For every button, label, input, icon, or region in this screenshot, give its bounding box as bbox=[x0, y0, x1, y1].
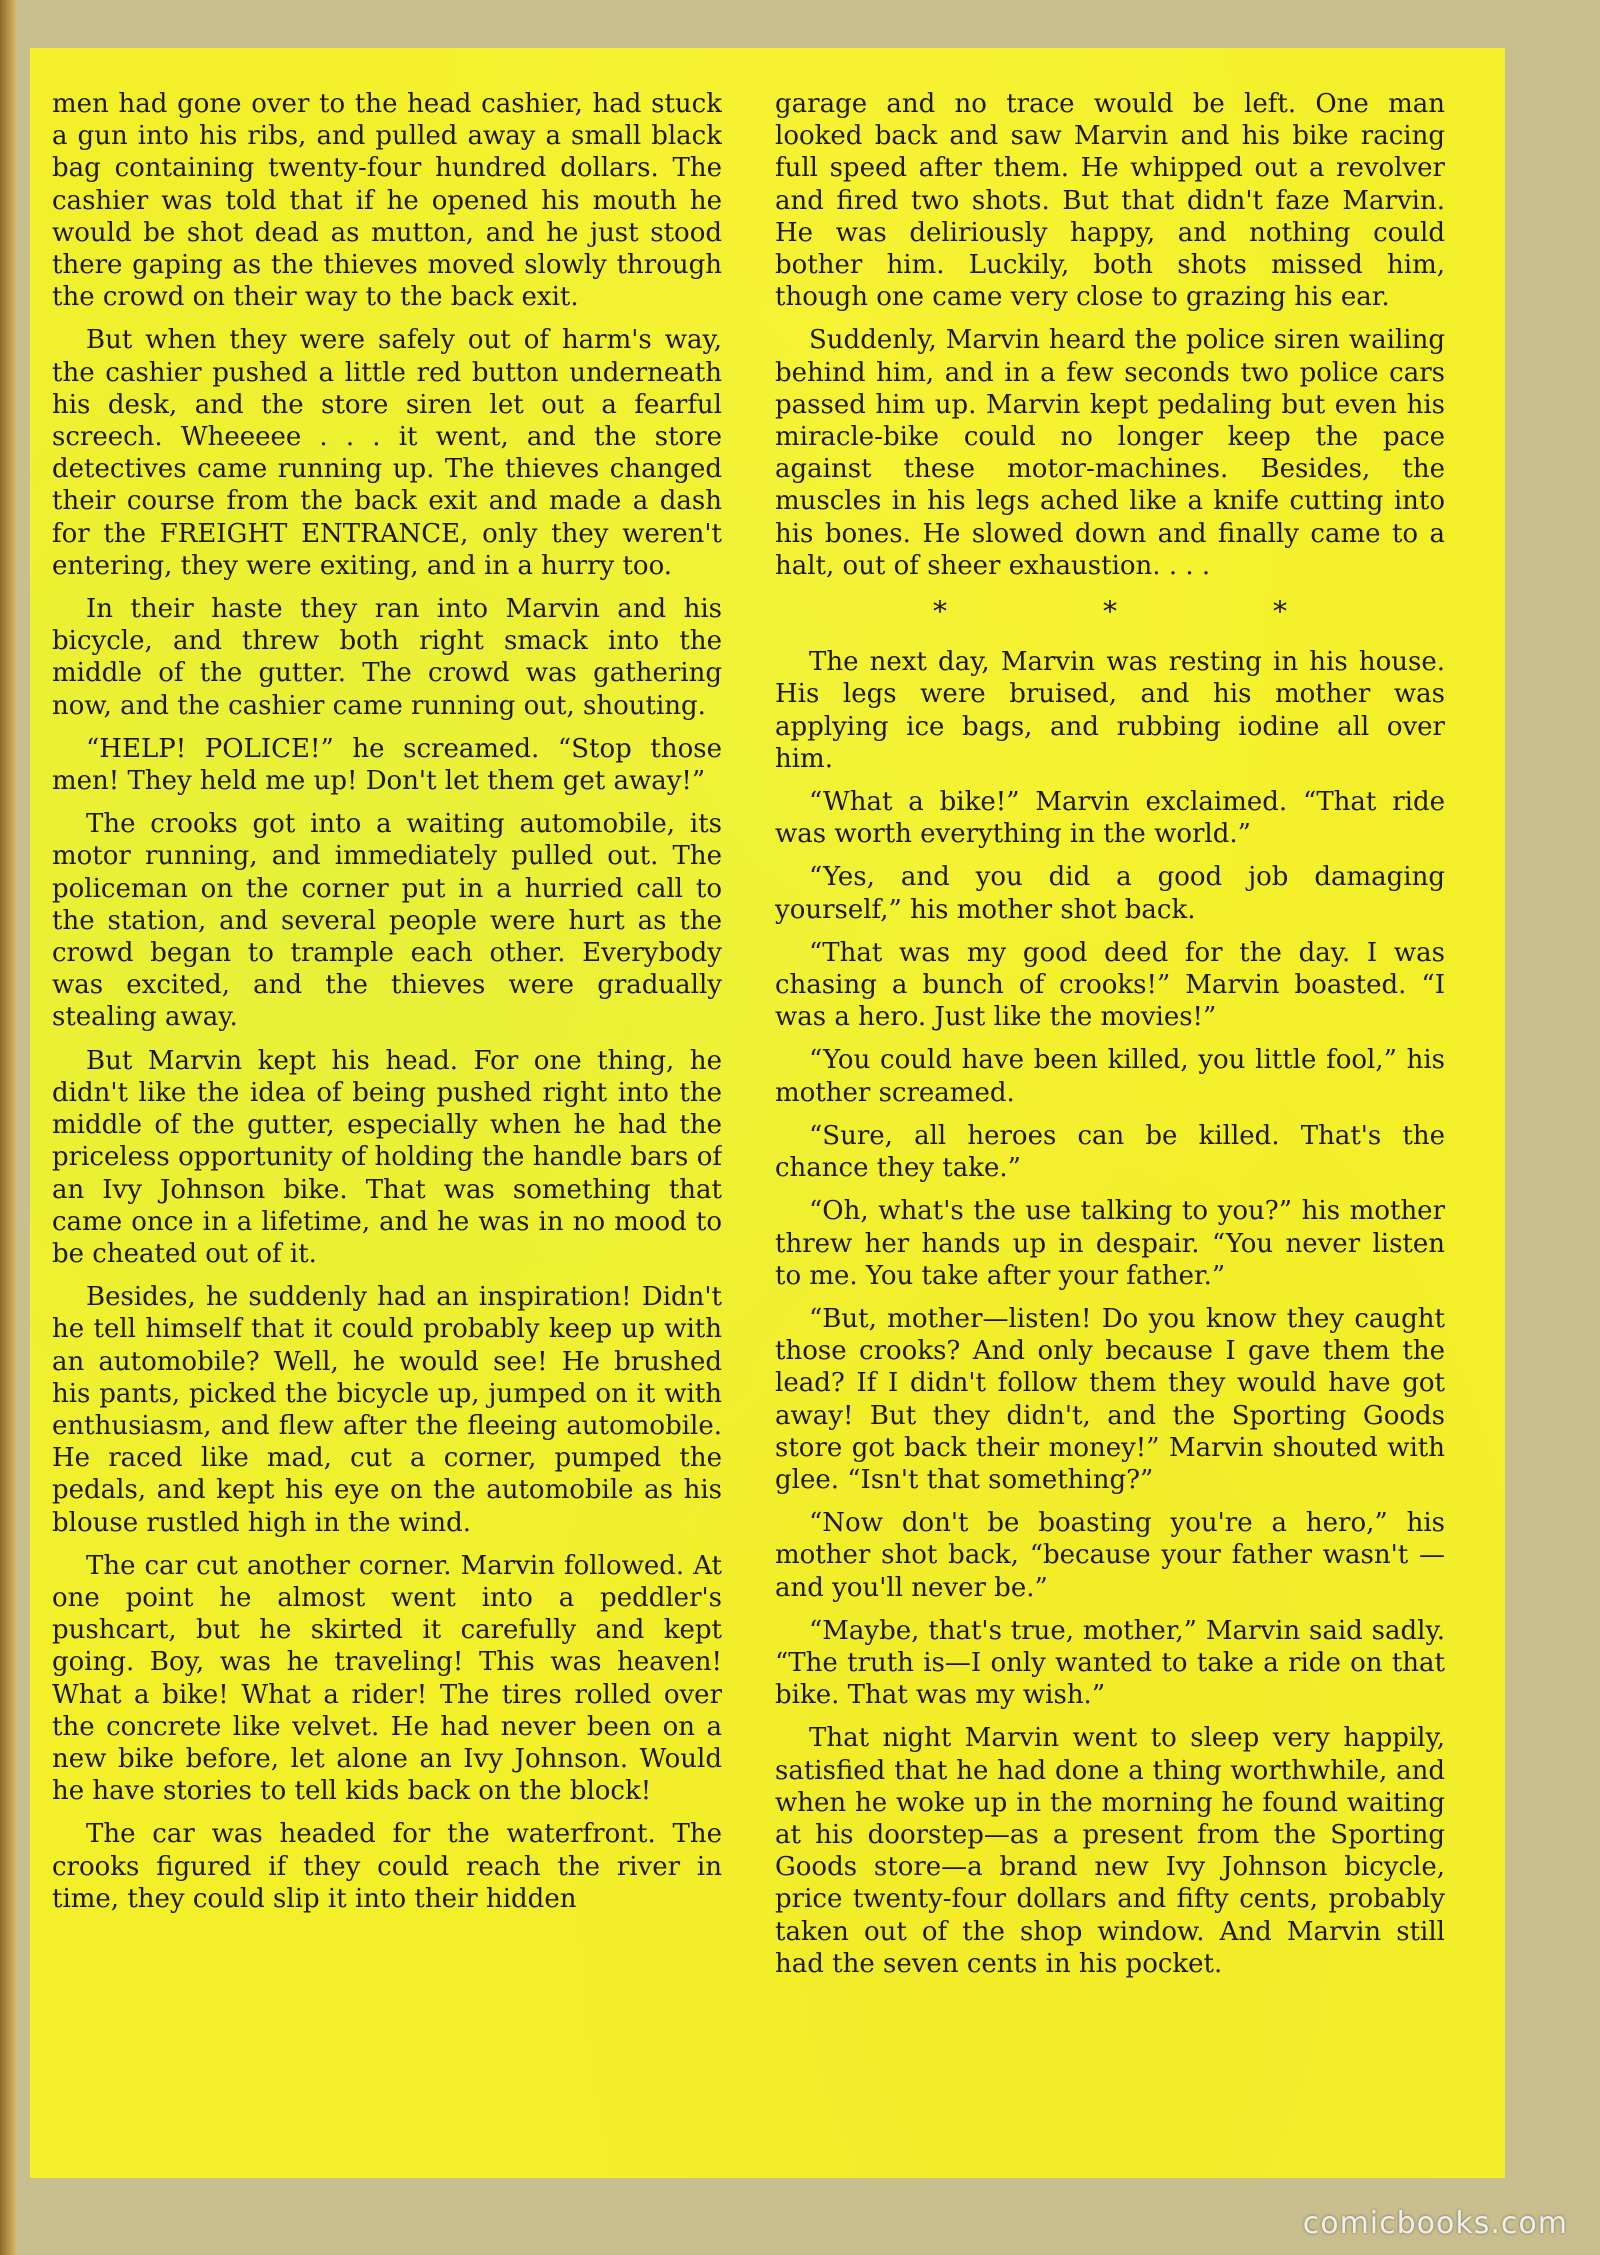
section-break-star: * bbox=[933, 595, 947, 629]
paragraph: “Sure, all heroes can be killed. That's the chance they take.” bbox=[775, 1120, 1445, 1184]
paragraph: garage and no trace would be left. One man looked back and saw Marvin and his bike racing full speed after them. He whipped out a revolver and fired two shots. But that didn't faze Marvin. He was deliriously happy, and nothing could bother him. Luckily, both shots missed him, though one came very close to grazing his ear. bbox=[775, 89, 1445, 313]
paragraph: “That was my good deed for the day. I was chasing a bunch of crooks!” Marvin boasted. “I was a hero. Just like the movies!” bbox=[775, 937, 1445, 1033]
paragraph: “HELP! POLICE!” he screamed. “Stop those men! They held me up! Don't let them get away!” bbox=[52, 733, 722, 797]
paragraph: The next day, Marvin was resting in his house. His legs were bruised, and his mother was applying ice bags, and rubbing iodine all over him. bbox=[775, 647, 1445, 774]
paragraph: Besides, he suddenly had an inspiration! Didn't he tell himself that it could probably keep up with an automobile? Well, he would see! He brushed his pants, picked the bicycle up, jumped on it with enthusiasm, and flew after the fleeing automobile. He raced like mad, cut a corner, pumped the pedals, and kept his eye on the automobile as his blouse rustled high in the wind. bbox=[52, 1282, 722, 1538]
story-page bbox=[30, 48, 1505, 2178]
paragraph: “Yes, and you did a good job damaging yourself,” his mother shot back. bbox=[775, 862, 1445, 925]
paragraph: “Oh, what's the use talking to you?” his mother threw her hands up in despair. “You never listen to me. You take after your father.” bbox=[775, 1196, 1445, 1291]
paragraph: Suddenly, Marvin heard the police siren wailing behind him, and in a few seconds two police cars passed him up. Marvin kept pedaling but even his miracle-bike could no longer keep the pace against these motor-machines. Besides, the muscles in his legs ached like a knife cutting into his bones. He slowed down and finally came to a halt, out of sheer exhaustion. . . . bbox=[775, 325, 1445, 581]
section-break bbox=[775, 596, 1445, 628]
left-column bbox=[52, 88, 722, 2158]
right-column bbox=[775, 88, 1445, 2158]
paragraph: But Marvin kept his head. For one thing, he didn't like the idea of being pushed right into the middle of the gutter, especially when he had the priceless opportunity of holding the handle bars of an Ivy Johnson bike. That was something that came once in a lifetime, and he was in no mood to be cheated out of it. bbox=[52, 1045, 722, 1269]
paragraph: That night Marvin went to sleep very happily, satisfied that he had done a thing worthwhile, and when he woke up in the morning he found waiting at his doorstep—as a present from the Sporting Goods store—a brand new Ivy Johnson bicycle, price twenty-four dollars and fifty cents, probably taken out of the shop window. And Marvin still had the seven cents in his pocket. bbox=[775, 1723, 1445, 1979]
paragraph: In their haste they ran into Marvin and his bicycle, and threw both right smack into the middle of the gutter. The crowd was gathering now, and the cashier came running out, shouting. bbox=[52, 594, 722, 721]
page-binding-edge bbox=[0, 0, 16, 2255]
section-break-star: * bbox=[1103, 595, 1117, 629]
paragraph: The car cut another corner. Marvin followed. At one point he almost went into a peddler's pushcart, but he skirted it carefully and kept going. Boy, was he traveling! This was heaven! What a bike! What a rider! The tires rolled over the concrete like velvet. He had never been on a new bike before, let alone an Ivy Johnson. Would he have stories to tell kids back on the block! bbox=[52, 1550, 722, 1807]
paragraph: men had gone over to the head cashier, had stuck a gun into his ribs, and pulled away a small black bag containing twenty-four hundred dollars. The cashier was told that if he opened his mouth he would be shot dead as mutton, and he just stood there gaping as the thieves moved slowly through the crowd on their way to the back exit. bbox=[52, 89, 722, 313]
paragraph: “But, mother—listen! Do you know they caught those crooks? And only because I gave them the lead? If I didn't follow them they would have got away! But they didn't, and the Sporting Goods store got back their money!” Marvin shouted with glee. “Isn't that something?” bbox=[775, 1303, 1445, 1495]
paragraph: “What a bike!” Marvin exclaimed. “That ride was worth everything in the world.” bbox=[775, 787, 1445, 850]
paragraph: “Now don't be boasting you're a hero,” his mother shot back, “because your father wasn't —and you'll never be.” bbox=[775, 1508, 1445, 1603]
paragraph: But when they were safely out of harm's way, the cashier pushed a little red button underneath his desk, and the store siren let out a fearful screech. Wheeeee . . . it went, and the store detectives came running up. The thieves changed their course from the back exit and made a dash for the FREIGHT ENTRANCE, only they weren't entering, they were exiting, and in a hurry too. bbox=[52, 325, 722, 581]
paragraph: The car was headed for the waterfront. The crooks figured if they could reach the river in time, they could slip it into their hidden bbox=[52, 1819, 722, 1914]
paragraph: The crooks got into a waiting automobile, its motor running, and immediately pulled out. The policeman on the corner put in a hurried call to the station, and several people were hurt as the crowd began to trample each other. Everybody was excited, and the thieves were gradually stealing away. bbox=[52, 809, 722, 1033]
paragraph: “Maybe, that's true, mother,” Marvin said sadly. “The truth is—I only wanted to take a ride on that bike. That was my wish.” bbox=[775, 1615, 1445, 1711]
paragraph: “You could have been killed, you little fool,” his mother screamed. bbox=[775, 1045, 1445, 1108]
section-break-star: * bbox=[1273, 595, 1287, 629]
watermark-text: comicbooks.com bbox=[1302, 2206, 1568, 2241]
